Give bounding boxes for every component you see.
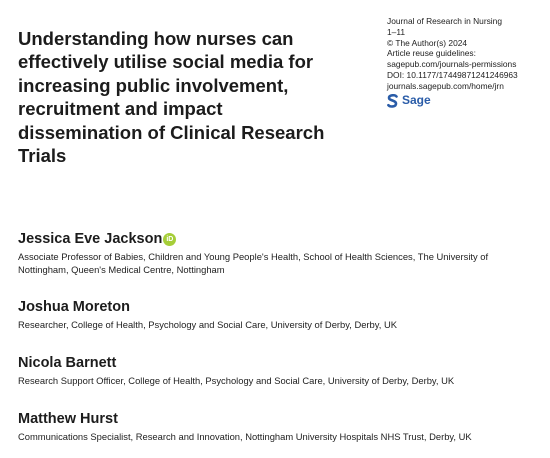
author-affiliation: Researcher, College of Health, Psychology and Social Care, University of Derby, Derby, UK — [18, 319, 397, 330]
author-affiliation: Research Support Officer, College of Health, Psychology and Social Care, University of Derby, Derby, UK — [18, 375, 455, 386]
author-affiliation: Associate Professor of Babies, Children and Young People's Health, School of Health Sciences, The University of Nottingham, Queen's Medical Centre, Nottingham — [18, 251, 489, 275]
journal-name: Journal of Research in Nursing — [387, 16, 502, 26]
page-range: 1–11 — [387, 26, 406, 37]
reuse-link[interactable]: sagepub.com/journals-permissions — [387, 59, 517, 70]
reuse-label: Article reuse guidelines: — [387, 48, 476, 59]
author-block — [18, 231, 518, 276]
publisher-name: Sage — [402, 93, 431, 108]
author-block — [18, 355, 518, 388]
doi[interactable]: DOI: 10.1177/17449871241246963 — [387, 69, 518, 80]
author-name: Jessica Eve Jackson — [18, 231, 163, 247]
author-block — [18, 299, 518, 332]
article-title: Understanding how nurses can effectively utilise social media for increasing public involvement, recruitment and impact dissemination of Clinical Research Trials — [18, 28, 325, 167]
journal-meta — [387, 16, 547, 108]
sage-logo-icon — [387, 94, 398, 108]
copyright: © The Author(s) 2024 — [387, 37, 468, 48]
orcid-icon[interactable]: iD — [163, 233, 176, 246]
journal-link[interactable]: journals.sagepub.com/home/jrn — [387, 80, 504, 91]
author-block — [18, 411, 518, 444]
author-name: Joshua Moreton — [18, 299, 130, 315]
author-name: Matthew Hurst — [18, 411, 118, 427]
author-name: Nicola Barnett — [18, 355, 117, 371]
author-affiliation: Communications Specialist, Research and Innovation, Nottingham University Hospitals NHS Trust, Derby, UK — [18, 431, 472, 442]
publisher-logo — [387, 94, 547, 108]
